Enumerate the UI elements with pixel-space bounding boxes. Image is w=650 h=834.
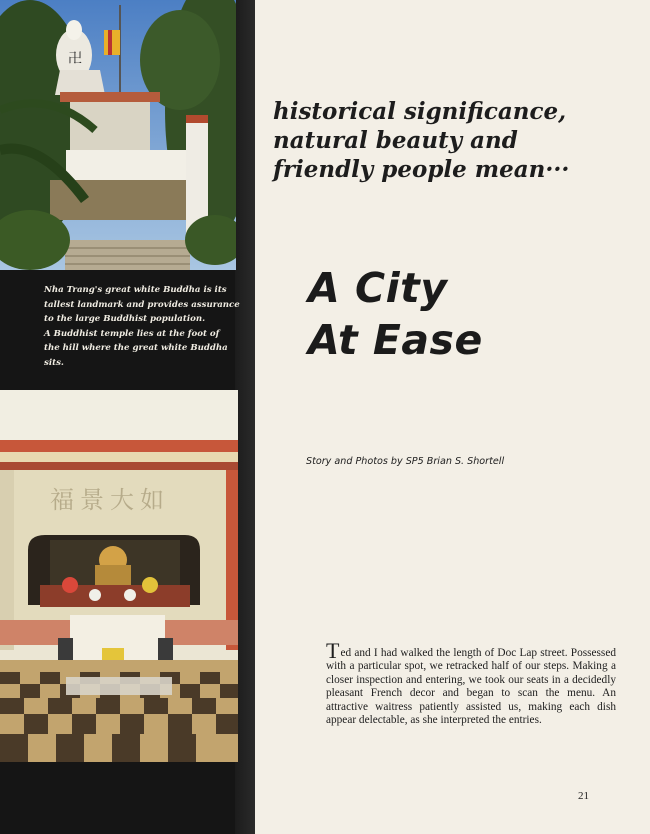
buddha-temple-illustration	[0, 0, 236, 270]
page-number: 21	[578, 790, 589, 802]
caption-line: Nha Trang's great white Buddha is its	[44, 285, 227, 295]
tagline	[273, 97, 613, 184]
caption-line: A Buddhist temple lies at the foot of	[44, 328, 220, 339]
caption-line: to the large Buddhist population.	[44, 314, 206, 324]
article-title	[308, 262, 483, 366]
svg-text:福景大如: 福景大如	[50, 486, 170, 514]
tagline-line: friendly people mean···	[273, 156, 570, 183]
byline: Story and Photos by SP5 Brian S. Shortell	[306, 456, 505, 467]
photo-caption	[44, 283, 240, 370]
title-line: At Ease	[308, 316, 483, 364]
temple-interior-photo	[0, 390, 238, 762]
caption-line: tallest landmark and provides assurance	[44, 299, 240, 310]
body-paragraph: ed and I had walked the length of Doc Lap street. Possessed with a particular spot, we retracked half of our steps. Making a closer inspection and entering, we took our seats in a decidedly pleasant French decor and began to scan the menu. An attractive waitress patiently assisted us, making each dish appear delectable, as she interpreted the entries.	[326, 647, 616, 727]
article-body	[326, 638, 616, 727]
left-strip-edge	[235, 0, 255, 834]
caption-line: the hill where the great white Buddha sits.	[44, 343, 228, 368]
tagline-line: historical significance,	[273, 98, 567, 125]
svg-text:卍: 卍	[68, 51, 82, 67]
title-line: A City	[308, 264, 448, 312]
tagline-line: natural beauty and	[273, 127, 518, 154]
temple-interior-illustration	[0, 390, 238, 762]
buddha-temple-photo	[0, 0, 236, 270]
drop-cap: T	[326, 638, 340, 663]
